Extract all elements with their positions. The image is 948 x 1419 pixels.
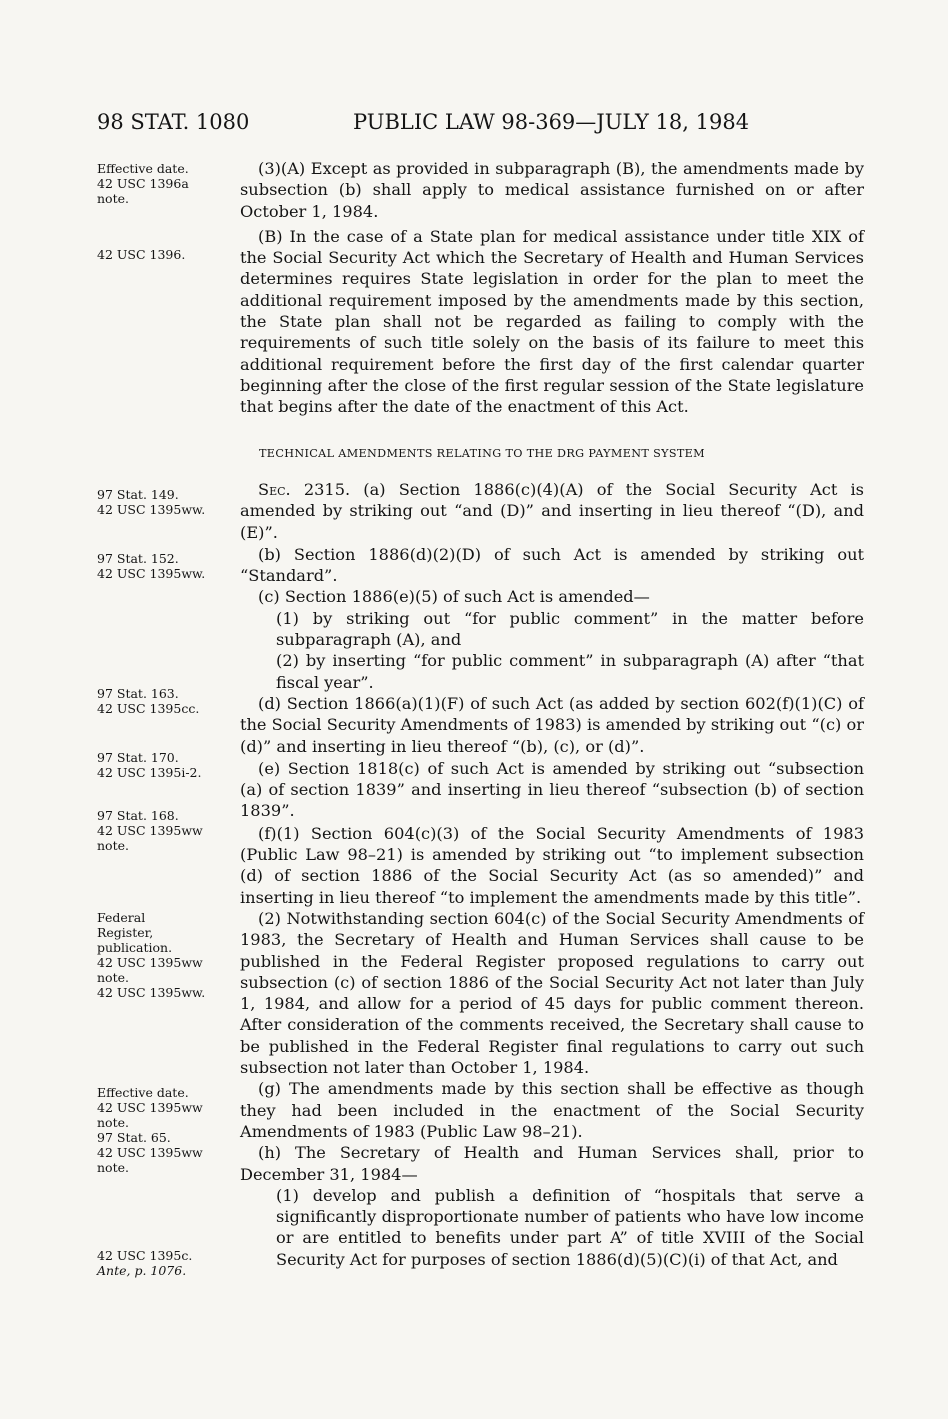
- paragraph: (f)(1) Section 604(c)(3) of the Social Security Amendments of 1983 (Public Law 98–21) is amended by striking out “to implement subsection (d) of section 1886 of the Social Security Act (as so amended)” and inserting in lieu thereof “to implement the amendments made by this title”.: [240, 823, 864, 907]
- section-heading: TECHNICAL AMENDMENTS RELATING TO THE DRG PAYMENT SYSTEM: [259, 447, 705, 460]
- public-law-title: PUBLIC LAW 98-369—JULY 18, 1984: [353, 110, 750, 134]
- paragraph: (b) Section 1886(d)(2)(D) of such Act is amended by striking out “Standard”.: [240, 544, 864, 586]
- paragraph: (c) Section 1886(e)(5) of such Act is amended—: [258, 587, 650, 607]
- statute-citation: 98 STAT. 1080: [97, 110, 250, 134]
- paragraph: (g) The amendments made by this section shall be effective as though they had been included in the enactment of the Social Security Amendments of 1983 (Public Law 98–21).: [240, 1079, 864, 1141]
- margin-note: 97 Stat. 168. 42 USC 1395ww note.: [97, 808, 203, 853]
- margin-note: 97 Stat. 170. 42 USC 1395i-2.: [97, 750, 202, 780]
- paragraph: (B) In the case of a State plan for medical assistance under title XIX of the Social Security Act which the Secretary of Health and Human Services determines requires State legislation in order for the plan to meet the additional requirement imposed by the amendments made by this section, the State plan shall not be regarded as failing to comply with the requirements of such title solely on the basis of its failure to meet this additional requirement before the first day of the first calendar quarter beginning after the close of the first regular session of the State legislature that begins after the date of the enactment of this Act.: [240, 226, 864, 417]
- paragraph: (1) by striking out “for public comment” in the matter before subparagraph (A), and: [276, 608, 864, 650]
- paragraph: (1) develop and publish a definition of “hospitals that serve a significantly disproportionate number of patients who have low income or are entitled to benefits under part A” of title XVIII of the Social Security Act for purposes of section 1886(d)(5)(C)(i) of that Act, and: [276, 1185, 864, 1269]
- paragraph: (3)(A) Except as provided in subparagraph (B), the amendments made by subsection (b) shall apply to medical assistance furnished on or after October 1, 1984.: [240, 159, 864, 221]
- body-section-1: [240, 158, 864, 418]
- paragraph: (d) Section 1866(a)(1)(F) of such Act (as added by section 602(f)(1)(C) of the Social Security Amendments of 1983) is amended by striking out “(c) or (d)” and inserting in lieu thereof “(b), (c), or (d)”.: [240, 693, 864, 756]
- paragraph: (2) by inserting “for public comment” in subparagraph (A) after “that fiscal year”.: [276, 651, 864, 692]
- section-label: Sec. 2315.: [258, 480, 351, 499]
- margin-note: 42 USC 1395c. Ante, p. 1076.: [97, 1248, 193, 1278]
- margin-note: 97 Stat. 163. 42 USC 1395cc.: [97, 686, 200, 716]
- margin-note: Federal Register, publication. 42 USC 1395ww note. 42 USC 1395ww.: [97, 910, 206, 1000]
- margin-note: Effective date. 42 USC 1396a note.: [97, 161, 189, 206]
- margin-note: 97 Stat. 152. 42 USC 1395ww.: [97, 551, 206, 581]
- margin-note: 97 Stat. 149. 42 USC 1395ww.: [97, 487, 206, 517]
- paragraph: (h) The Secretary of Health and Human Services shall, prior to December 31, 1984—: [240, 1143, 864, 1184]
- paragraph: (e) Section 1818(c) of such Act is amended by striking out “subsection (a) of section 1839” and inserting in lieu thereof “subsection (b) of section 1839”.: [240, 758, 864, 821]
- paragraph: Sec. 2315. (a) Section 1886(c)(4)(A) of the Social Security Act is amended by striking out “and (D)” and inserting in lieu thereof “(D), and (E)”.: [240, 480, 864, 542]
- paragraph: (2) Notwithstanding section 604(c) of the Social Security Amendments of 1983, the Secretary of Health and Human Services shall cause to be published in the Federal Register proposed regulations to carry out subsection (c) of section 1886 of the Social Security Act not later than July 1, 1984, and allow for a period of 45 days for public comment thereon. After consideration of the comments received, the Secretary shall cause to be published in the Federal Register final regulations to carry out such subsection not later than October 1, 1984.: [240, 908, 864, 1078]
- margin-note: 42 USC 1396.: [97, 247, 186, 262]
- margin-note: Effective date. 42 USC 1395ww note. 97 Stat. 65. 42 USC 1395ww note.: [97, 1085, 203, 1175]
- body-section-2: [240, 479, 864, 1270]
